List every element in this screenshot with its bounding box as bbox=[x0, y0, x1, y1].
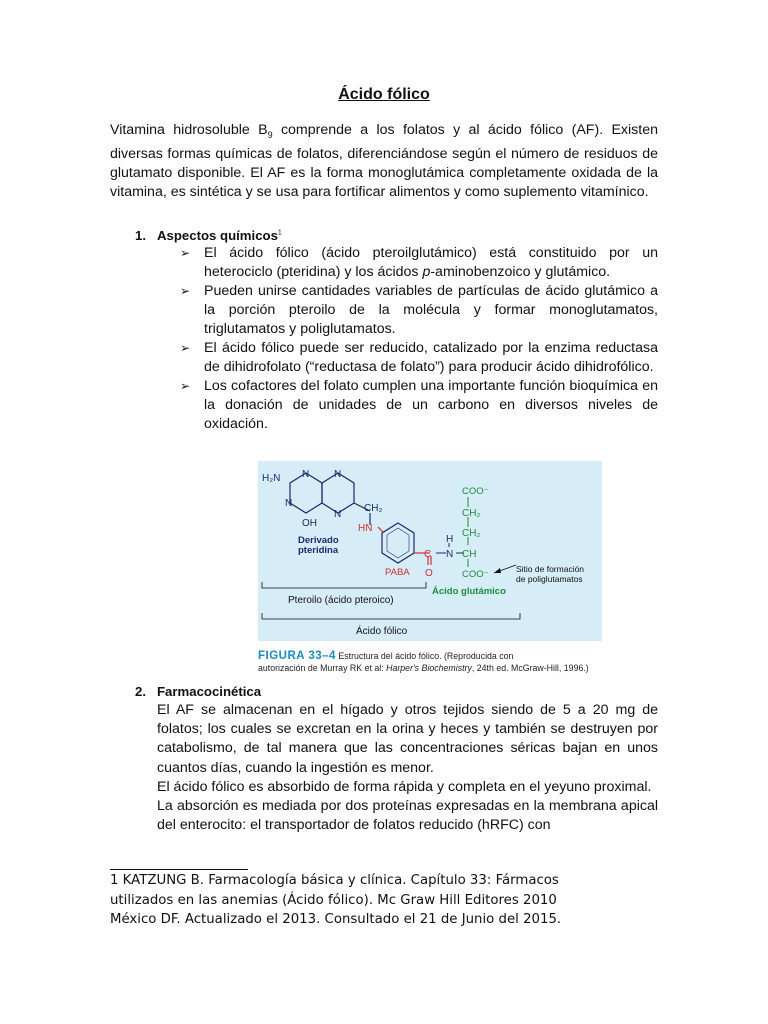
arrow-bullet-icon: ➢ bbox=[180, 246, 191, 260]
h2n-label: H₂N bbox=[262, 473, 281, 484]
coo-label: COO⁻ bbox=[462, 486, 489, 497]
hn-label: HN bbox=[358, 523, 373, 534]
amide-h-label: H bbox=[446, 534, 454, 545]
poly-site-label: de poliglutamatos bbox=[516, 574, 583, 584]
paba-label: PABA bbox=[385, 567, 410, 578]
oh-label: OH bbox=[302, 518, 317, 529]
n-label: N bbox=[334, 469, 342, 480]
pteridine-label: pteridina bbox=[298, 545, 339, 556]
n-label: N bbox=[285, 498, 293, 509]
paragraph: El ácido fólico es absorbido de forma rápida y completa en el yeyuno proximal. bbox=[157, 778, 652, 795]
bullet-item: ➢ Pueden unirse cantidades variables de partículas de ácido glutámico a la porción pteroilo de la molécula y formar monoglutamatos, triglutamatos y poliglutamatos. bbox=[180, 283, 658, 337]
alpha-ch-label: CH bbox=[462, 549, 477, 560]
coo-label: COO⁻ bbox=[462, 569, 489, 580]
ch2-label: CH₂ bbox=[462, 528, 481, 539]
footnote: 1 KATZUNG B. Farmacología básica y clínica. Capítulo 33: Fármacos utilizados en las anemias (Ácido fólico). Mc Graw Hill Editores 2010 México DF. Actualizado el 2013. Consultado el 21 de Junio del 2015. bbox=[110, 873, 562, 927]
n-label: N bbox=[334, 509, 342, 520]
carbonyl-c-label: C bbox=[424, 549, 432, 560]
folic-acid-structure-figure bbox=[258, 461, 602, 641]
pteridine-label: Derivado bbox=[298, 535, 339, 546]
carbonyl-o-label: O bbox=[425, 568, 433, 579]
ch2-label: CH₂ bbox=[364, 503, 383, 514]
arrow-bullet-icon: ➢ bbox=[180, 284, 191, 298]
paragraph: La absorción es mediada por dos proteínas expresadas en la membrana apical del enterocito: el transportador de folatos reducido (hRFC) con bbox=[157, 798, 658, 834]
intro-paragraph: Vitamina hidrosoluble $B_9$ comprende a los folatos y al ácido fólico (AF). Existen diversas formas químicas de folatos, diferenciándose según el número de residuos de glutamato disponible. El AF es la forma monoglutámica completamente oxidada de la vitamina, es sintética y se usa para fortificar alimentos y como suplemento vitamínico. bbox=[110, 122, 658, 201]
paragraph: El AF se almacenan en el hígado y otros tejidos siendo de 5 a 20 mg de folatos; los cuales se excretan en la orina y heces y también se destruyen por catabolismo, de tal manera que las concentraciones séricas bajan en unos cuantos días, cuando la ingestión es menor. bbox=[157, 702, 658, 776]
section-1-heading: 1. Aspectos químicos$^1$ bbox=[135, 228, 282, 243]
ch2-label: CH₂ bbox=[462, 508, 481, 519]
folic-acid-label: Ácido fólico bbox=[356, 626, 408, 637]
pteroyl-label: Pteroilo (ácido pteroico) bbox=[288, 595, 394, 606]
bullet-item: ➢ El ácido fólico puede ser reducido, catalizado por la enzima reductasa de dihidrofolato (“reductasa de folato”) para producir ácido dihidrofólico. bbox=[180, 340, 658, 375]
n-label: N bbox=[302, 469, 310, 480]
section-2-body bbox=[157, 701, 658, 835]
arrow-bullet-icon: ➢ bbox=[180, 341, 191, 355]
footnote-separator bbox=[110, 869, 248, 870]
figure-number: FIGURA 33–4 bbox=[258, 650, 336, 662]
bullet-item: ➢ El ácido fólico (ácido pteroilglutámico) está constituido por un heterociclo (pteridina) y los ácidos p-aminobenzoico y glutámico. bbox=[180, 245, 658, 280]
figure-caption: FIGURA 33–4 Estructura del ácido fólico. (Reproducida con autorización de Murray RK et al: Harper's Biochemistry, 24th ed. McGraw-Hill, 1996.) bbox=[258, 650, 589, 673]
poly-site-label: Sitio de formación bbox=[516, 564, 585, 574]
arrow-bullet-icon: ➢ bbox=[180, 379, 191, 393]
glutamic-acid-label: Ácido glutámico bbox=[432, 586, 506, 597]
bullet-item: ➢ Los cofactores del folato cumplen una importante función bioquímica en la donación de unidades de un carbono en diversos niveles de oxidación. bbox=[180, 378, 658, 432]
amide-n-label: N bbox=[446, 549, 454, 560]
section-1-bullet-list bbox=[180, 244, 658, 434]
page-title: Ácido fólico bbox=[338, 86, 430, 103]
section-2-heading: 2. Farmacocinética bbox=[135, 684, 262, 699]
